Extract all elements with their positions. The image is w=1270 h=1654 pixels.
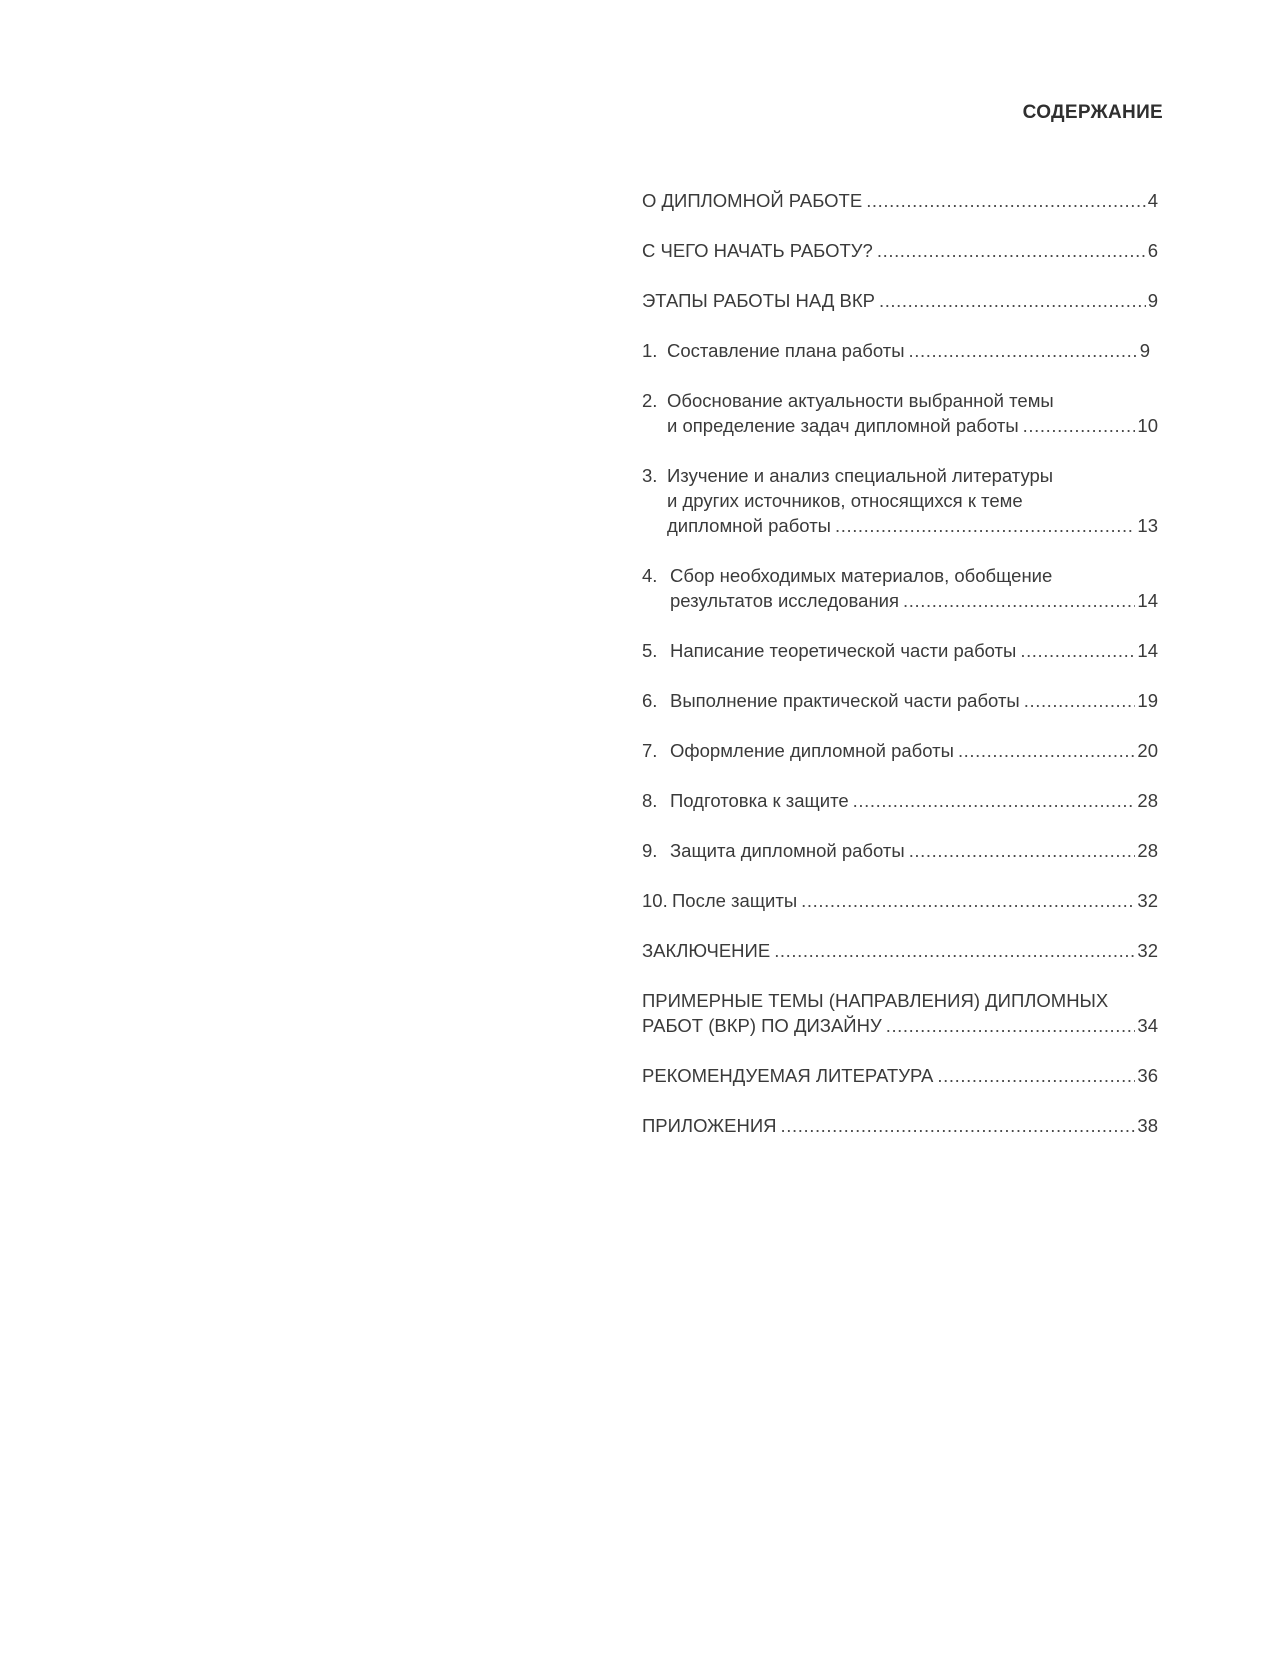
page-title: СОДЕРЖАНИЕ: [1022, 102, 1163, 123]
toc-entry-label: Оформление дипломной работы: [670, 740, 954, 761]
toc-entry-10[interactable]: [642, 888, 1158, 913]
toc-page-number: 9: [1147, 290, 1158, 311]
toc-page-number: 20: [1137, 740, 1158, 761]
toc-entry-number: 9.: [642, 840, 658, 861]
toc-entry-where-to-start[interactable]: [642, 238, 1158, 263]
toc-entry-number: 1.: [642, 340, 658, 361]
toc-page-number: 32: [1137, 890, 1158, 911]
toc-entry-7[interactable]: [642, 738, 1158, 763]
toc-entry-number: 2.: [642, 390, 658, 411]
toc-entry-label: После защиты: [672, 890, 798, 911]
toc-page-number: 19: [1137, 690, 1158, 711]
toc-entry-label: Изучение и анализ специальной литературы: [667, 465, 1054, 486]
toc-leader-dots: [958, 738, 1135, 763]
toc-leader-dots: [909, 338, 1138, 363]
toc-entry-4[interactable]: [642, 563, 1158, 613]
toc-leader-dots: [937, 1063, 1135, 1088]
toc-entry-9[interactable]: [642, 838, 1158, 863]
toc-page-number: 6: [1147, 240, 1158, 261]
toc-entry-2[interactable]: [642, 388, 1158, 438]
toc-entry-number: 6.: [642, 690, 658, 711]
toc-entry-number: 8.: [642, 790, 658, 811]
toc-entry-number: 7.: [642, 740, 658, 761]
toc-entry-label: ЗАКЛЮЧЕНИЕ: [642, 940, 771, 961]
toc-entry-label-continued: и определение задач дипломной работы: [667, 415, 1019, 436]
toc-leader-dots: [877, 238, 1146, 263]
toc-leader-dots: [1023, 413, 1136, 438]
toc-entry-label: Защита дипломной работы: [670, 840, 905, 861]
toc-entry-label: Обоснование актуальности выбранной темы: [667, 390, 1054, 411]
toc-page-number: 34: [1137, 1015, 1158, 1036]
toc-page-number: 14: [1137, 590, 1158, 611]
toc-leader-dots: [1024, 688, 1136, 713]
toc-entry-label-continued: РАБОТ (ВКР) ПО ДИЗАЙНУ: [642, 1015, 882, 1036]
toc-entry-number: 5.: [642, 640, 658, 661]
toc-entry-label: ПРИЛОЖЕНИЯ: [642, 1115, 777, 1136]
toc-entry-label: Сбор необходимых материалов, обобщение: [670, 565, 1053, 586]
toc-entry-number: 10.: [642, 890, 668, 911]
toc-entry-label-continued: дипломной работы: [667, 515, 831, 536]
toc-entry-about-thesis[interactable]: [642, 188, 1158, 213]
toc-page-number: 13: [1137, 515, 1158, 536]
toc-page-number: 9: [1139, 340, 1150, 361]
toc-leader-dots: [774, 938, 1135, 963]
toc-leader-dots: [853, 788, 1136, 813]
toc-entry-number: 4.: [642, 565, 658, 586]
toc-leader-dots: [886, 1013, 1136, 1038]
toc-page-number: 32: [1137, 940, 1158, 961]
toc-entry-6[interactable]: [642, 688, 1158, 713]
toc-page-number: 38: [1137, 1115, 1158, 1136]
toc-entry-label: Написание теоретической части работы: [670, 640, 1017, 661]
toc-entry-label: РЕКОМЕНДУЕМАЯ ЛИТЕРАТУРА: [642, 1065, 934, 1086]
toc-entry-label: О ДИПЛОМНОЙ РАБОТЕ: [642, 190, 863, 211]
toc-leader-dots: [801, 888, 1135, 913]
toc-page-number: 28: [1137, 790, 1158, 811]
toc-entry-appendices[interactable]: [642, 1113, 1158, 1138]
toc-leader-dots: [835, 513, 1135, 538]
toc-page-number: 28: [1137, 840, 1158, 861]
toc-entry-conclusion[interactable]: [642, 938, 1158, 963]
toc-page-number: 36: [1137, 1065, 1158, 1086]
toc-leader-dots: [903, 588, 1135, 613]
toc-entry-label: Выполнение практической части работы: [670, 690, 1020, 711]
toc-leader-dots: [879, 288, 1146, 313]
toc-entry-number: 3.: [642, 465, 658, 486]
toc-entry-label: Подготовка к защите: [670, 790, 849, 811]
toc-entry-label: С ЧЕГО НАЧАТЬ РАБОТУ?: [642, 240, 873, 261]
toc-entry-sample-topics[interactable]: [642, 988, 1158, 1038]
toc-leader-dots: [909, 838, 1136, 863]
toc-entry-recommended-literature[interactable]: [642, 1063, 1158, 1088]
toc-page-number: 4: [1147, 190, 1158, 211]
toc-entry-1[interactable]: [642, 338, 1158, 363]
toc-entry-5[interactable]: [642, 638, 1158, 663]
toc-entry-work-stages[interactable]: [642, 288, 1158, 313]
toc-entry-label: Составление плана работы: [667, 340, 905, 361]
toc-page-number: 14: [1137, 640, 1158, 661]
toc-entry-label: ПРИМЕРНЫЕ ТЕМЫ (НАПРАВЛЕНИЯ) ДИПЛОМНЫХ: [642, 990, 1109, 1011]
toc-leader-dots: [1020, 638, 1135, 663]
toc-leader-dots: [781, 1113, 1136, 1138]
toc-entry-label: ЭТАПЫ РАБОТЫ НАД ВКР: [642, 290, 875, 311]
toc-entry-3[interactable]: [642, 463, 1158, 538]
toc-entry-label-continued: результатов исследования: [670, 590, 900, 611]
toc-entry-label-continued: и других источников, относящихся к теме: [667, 490, 1023, 511]
toc-page-number: 10: [1137, 415, 1158, 436]
toc-leader-dots: [866, 188, 1146, 213]
toc-entry-8[interactable]: [642, 788, 1158, 813]
